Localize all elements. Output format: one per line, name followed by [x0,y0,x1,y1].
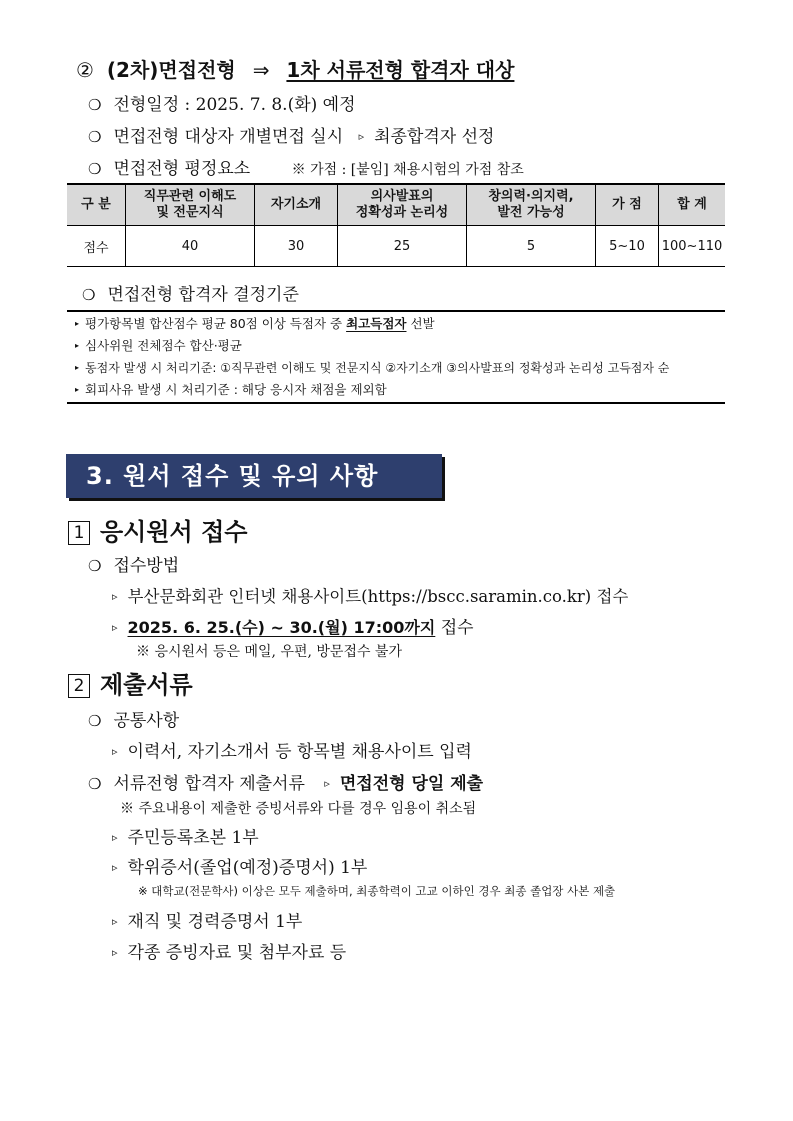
criteria-item: ▸ 동점자 발생 시 처리기준: ①직무관련 이해도 및 전문지식 ②자기소개 ③의사발표의 정확성과 논리성 고득점자 순 [75,361,670,375]
criteria-item: ▸ 회피사유 발생 시 처리기준 : 해당 응시자 채점을 제외함 [75,382,387,397]
triangle-icon: ▹ [112,831,118,844]
subsection-application: 1 응시원서 접수 [68,512,247,547]
method-title: ❍ 접수방법 [88,556,180,576]
bonus-note: ※ 가점 : [붙임] 채용시험의 가점 참조 [291,162,524,178]
subsection-documents: 2 제출서류 [68,665,193,700]
circle-bullet-icon: ❍ [88,712,102,730]
common-item: ▹ 이력서, 자기소개서 등 항목별 채용사이트 입력 [112,742,472,762]
circled-number: ② [76,58,94,82]
triangle-icon: ▹ [112,590,118,603]
table-header: 가 점 [596,184,659,226]
table-cell: 100~110 [659,226,726,267]
table-header: 직무관련 이해도 및 전문지식 [126,184,255,226]
docs-item: ▹ 학위증서(졸업(예정)증명서) 1부 [112,858,368,878]
small-triangle-icon: ▸ [75,341,80,350]
section-banner [66,454,442,498]
criteria-item: ▸ 평가항목별 합산점수 평균 80점 이상 득점자 중 최고득점자 선발 [75,316,435,331]
arrow-icon: ⇒ [252,58,270,82]
docs-item: ▹ 재직 및 경력증명서 1부 [112,912,303,932]
method-item-site: ▹ 부산문화회관 인터넷 채용사이트(https://bscc.saramin.co.kr) 접수 [112,587,629,606]
circle-bullet-icon: ❍ [88,128,102,146]
docs-title: ❍ 서류전형 합격자 제출서류 ▹ 면접전형 당일 제출 [88,774,484,794]
table-cell: 30 [255,226,338,267]
circle-bullet-icon: ❍ [88,96,102,114]
table-cell: 25 [338,226,467,267]
interview-heading-right: 1차 서류전형 합격자 대상 [286,58,515,82]
table-header: 합 계 [659,184,726,226]
interview-item-schedule: ❍ 전형일정 : 2025. 7. 8.(화) 예정 [88,95,356,115]
interview-item-method: ❍ 면접전형 대상자 개별면접 실시 ▹ 최종합격자 선정 [88,127,495,147]
triangle-icon: ▹ [358,130,365,143]
circle-bullet-icon: ❍ [88,557,102,575]
small-triangle-icon: ▸ [75,385,80,394]
triangle-icon: ▹ [112,621,118,634]
triangle-icon: ▹ [112,915,118,928]
interview-heading-left: (2차)면접전형 [106,58,236,82]
method-note: ※ 응시원서 등은 메일, 우편, 방문접수 불가 [136,644,402,660]
table-header: 자기소개 [255,184,338,226]
small-triangle-icon: ▸ [75,363,80,372]
table-cell: 5~10 [596,226,659,267]
criteria-item: ▸ 심사위원 전체점수 합산·평균 [75,338,242,353]
circle-bullet-icon: ❍ [88,775,102,793]
table-cell: 5 [467,226,596,267]
triangle-icon: ▹ [324,777,330,790]
docs-item: ▹ 주민등록초본 1부 [112,828,259,848]
docs-note: ※ 주요내용이 제출한 증빙서류와 다를 경우 임용이 취소됨 [120,801,477,817]
triangle-icon: ▹ [112,861,118,874]
degree-note: ※ 대학교(전문학사) 이상은 모두 제출하며, 최종학력이 고교 이하인 경우 최종 졸업장 사본 제출 [138,884,616,898]
circle-bullet-icon: ❍ [82,286,96,304]
section-title: 3. 원서 접수 및 유의 사항 [86,462,379,490]
criteria-box [67,310,725,404]
table-header: 의사발표의 정확성과 논리성 [338,184,467,226]
circle-bullet-icon: ❍ [88,160,102,178]
method-item-period: ▹ 2025. 6. 25.(수) ~ 30.(월) 17:00까지 접수 [112,618,474,638]
triangle-icon: ▹ [112,946,118,959]
common-title: ❍ 공통사항 [88,711,180,731]
small-triangle-icon: ▸ [75,319,80,328]
triangle-icon: ▹ [112,745,118,758]
table-row [67,226,725,267]
number-box: 1 [68,521,90,545]
interview-item-elements: ❍ 면접전형 평정요소 ※ 가점 : [붙임] 채용시험의 가점 참조 [88,159,524,179]
criteria-title: ❍ 면접전형 합격자 결정기준 [82,285,299,305]
score-table [67,183,725,267]
table-header: 창의력·의지력, 발전 가능성 [467,184,596,226]
interview-heading [76,54,514,83]
docs-item: ▹ 각종 증빙자료 및 첨부자료 등 [112,943,347,963]
table-cell: 40 [126,226,255,267]
number-box: 2 [68,674,90,698]
table-header: 구 분 [67,184,126,226]
table-cell: 점수 [67,226,126,267]
table-header-row [67,184,725,226]
